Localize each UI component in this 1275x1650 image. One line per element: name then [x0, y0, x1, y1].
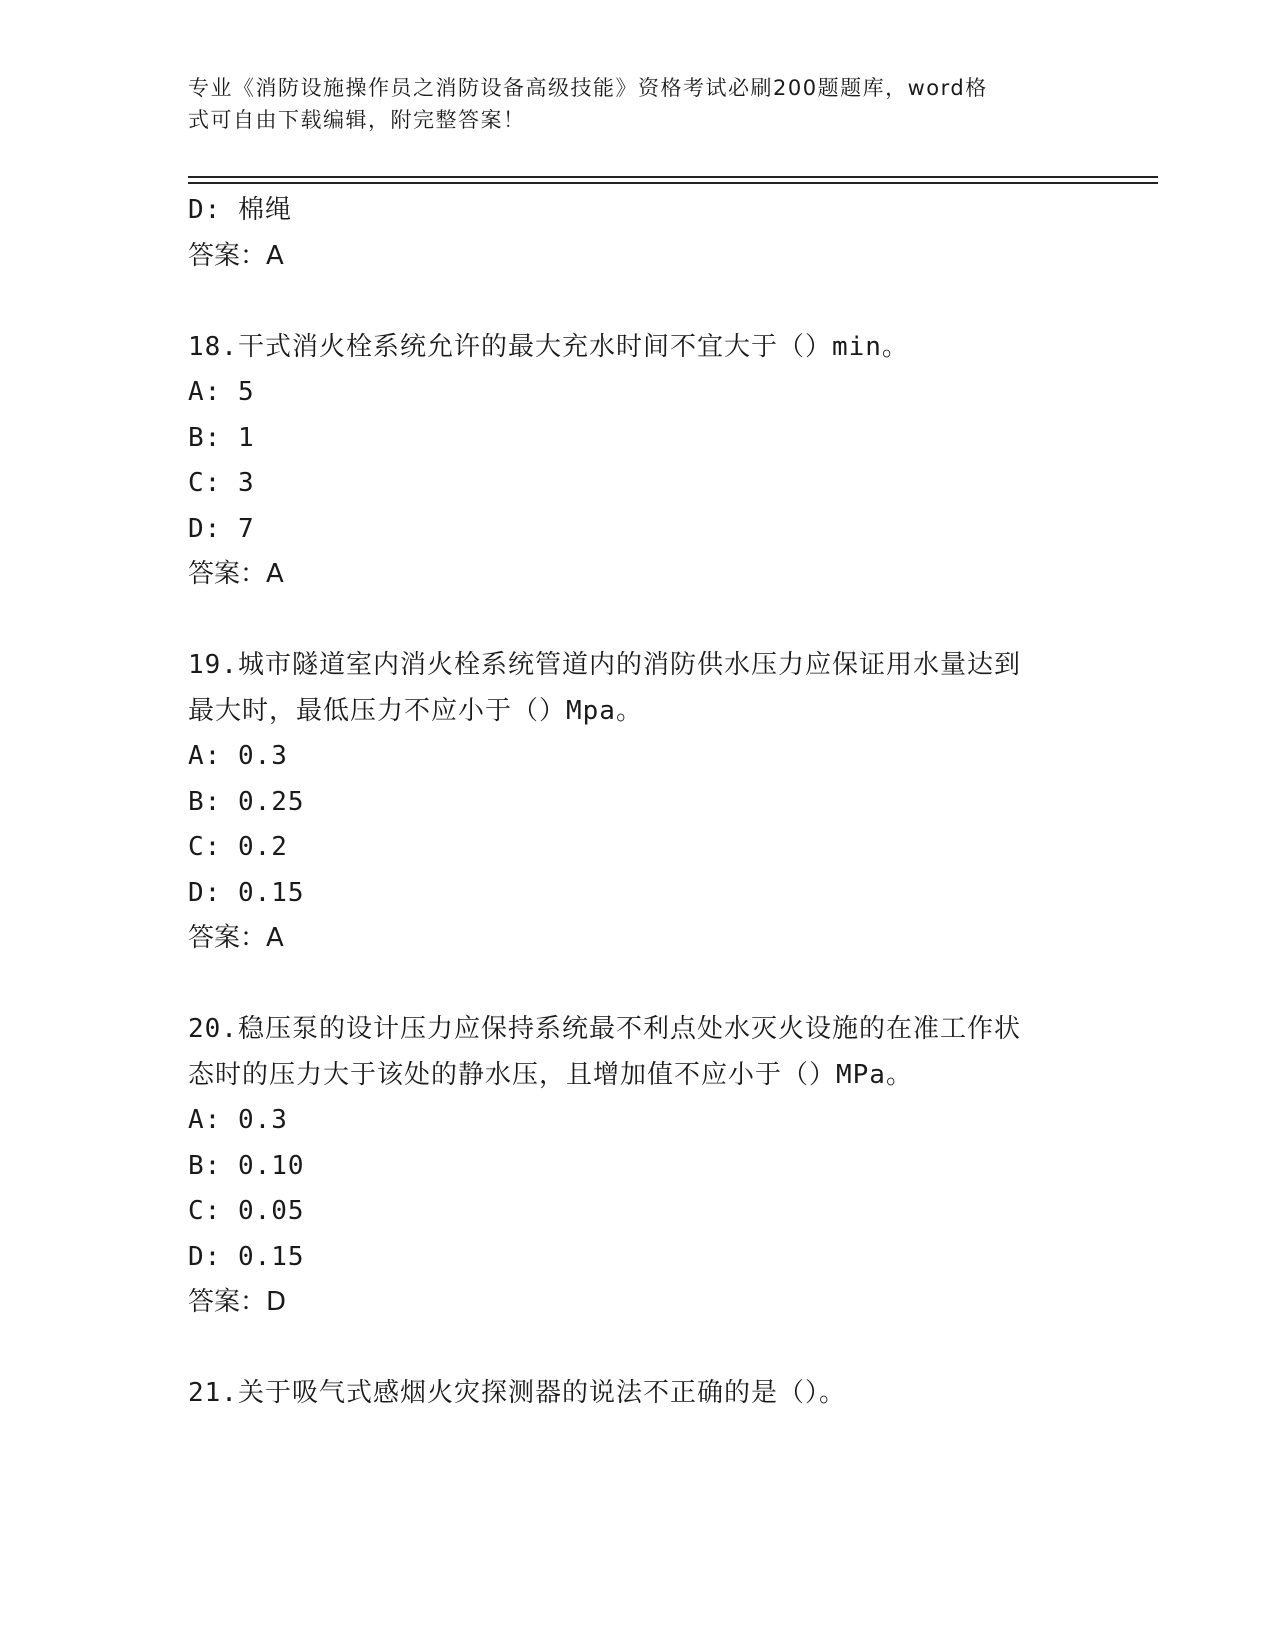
option-d: D: 7 [188, 513, 255, 544]
question-text-line-2: 最大时，最低压力不应小于（）Mpa。 [188, 695, 643, 726]
option-c: C: 3 [188, 468, 255, 498]
option-a: A: 0.3 [188, 1105, 288, 1135]
question-text-line-2: 态时的压力大于该处的静水压，且增加值不应小于（）MPa。 [188, 1059, 913, 1090]
question-21 [188, 1371, 1088, 1417]
option-d: D: 0.15 [188, 1241, 305, 1272]
question-list [188, 188, 1088, 1417]
header-line-2: 式可自由下载编辑，附完整答案！ [188, 108, 526, 132]
header-divider-top [188, 176, 1158, 178]
option-d: D: 0.15 [188, 877, 305, 908]
previous-question-tail [188, 188, 1088, 279]
option-b: B: 0.25 [188, 786, 305, 817]
option-b: B: 1 [188, 422, 255, 453]
document-header [188, 72, 1068, 136]
question-20 [188, 1007, 1088, 1326]
answer: 答案：A [188, 240, 284, 271]
answer: 答案：A [188, 559, 284, 589]
header-line-1: 专业《消防设施操作员之消防设备高级技能》资格考试必刷200题题库，word格 [188, 76, 988, 100]
option-a: A: 0.3 [188, 741, 288, 771]
option-c: C: 0.05 [188, 1196, 305, 1226]
answer: 答案：D [188, 1287, 287, 1317]
question-text-line-1: 19.城市隧道室内消火栓系统管道内的消防供水压力应保证用水量达到 [188, 650, 1021, 680]
answer: 答案：A [188, 923, 284, 953]
question-text: 18.干式消火栓系统允许的最大充水时间不宜大于（）min。 [188, 331, 909, 362]
option-c: C: 0.2 [188, 832, 288, 862]
option-d: D: 棉绳 [188, 195, 292, 225]
option-b: B: 0.10 [188, 1150, 305, 1181]
question-19 [188, 643, 1088, 962]
option-a: A: 5 [188, 377, 255, 407]
question-text-line-1: 20.稳压泵的设计压力应保持系统最不利点处水灭火设施的在准工作状 [188, 1014, 1021, 1044]
header-divider-bottom [188, 182, 1158, 184]
question-text: 21.关于吸气式感烟火灾探测器的说法不正确的是（）。 [188, 1378, 846, 1408]
question-18 [188, 325, 1088, 598]
